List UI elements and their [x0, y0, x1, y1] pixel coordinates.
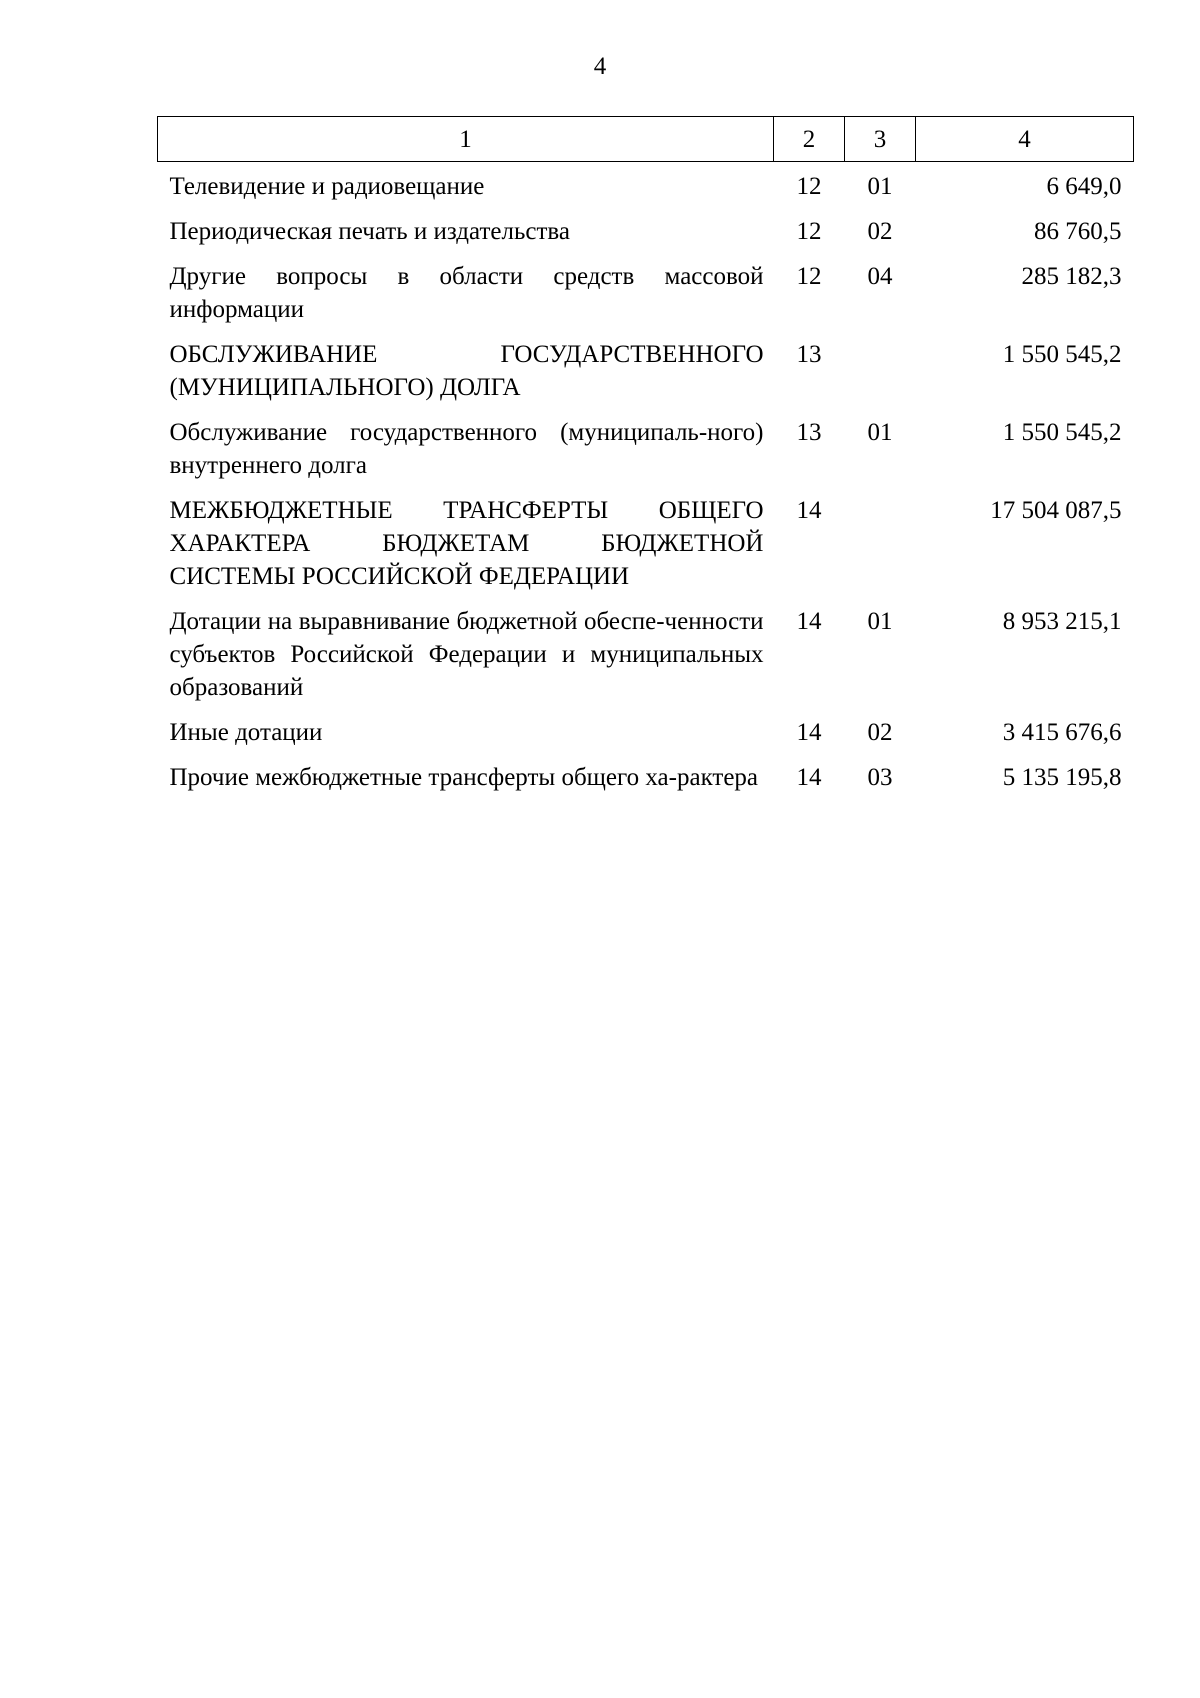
row-subsection-code: 04: [867, 263, 893, 290]
table-header-row: [158, 117, 1134, 162]
row-name: МЕЖБЮДЖЕТНЫЕ ТРАНСФЕРТЫ ОБЩЕГО ХАРАКТЕРА БЮДЖЕТАМ БЮДЖЕТНОЙ СИСТЕМЫ РОССИЙСКОЙ ФЕДЕРАЦИИ: [169, 497, 764, 590]
row-section-code: 13: [796, 419, 822, 446]
table-row: [158, 332, 1134, 410]
row-amount: 86 760,5: [1034, 218, 1122, 245]
row-subsection-code: 02: [867, 719, 893, 746]
table-header: [158, 117, 1134, 162]
header-col-1: 1: [158, 117, 774, 162]
row-section-code: 13: [796, 341, 822, 368]
row-amount: 17 504 087,5: [990, 497, 1122, 524]
row-name: Прочие межбюджетные трансферты общего ха-рактера: [169, 764, 759, 791]
table-row: [158, 710, 1134, 755]
row-name: Телевидение и радиовещание: [169, 173, 485, 200]
row-amount: 5 135 195,8: [1002, 764, 1122, 791]
row-subsection-code: [845, 332, 916, 410]
row-subsection-code: 01: [867, 173, 893, 200]
row-section-code: 14: [796, 608, 822, 635]
row-name: ОБСЛУЖИВАНИЕ ГОСУДАРСТВЕННОГО (МУНИЦИПАЛЬНОГО) ДОЛГА: [169, 341, 764, 401]
row-subsection-code: 03: [867, 764, 893, 791]
table-row: [158, 209, 1134, 254]
row-section-code: 12: [796, 218, 822, 245]
row-subsection-code: 02: [867, 218, 893, 245]
row-subsection-code: 01: [867, 419, 893, 446]
row-amount: 285 182,3: [1021, 263, 1122, 290]
table-row: [158, 488, 1134, 599]
table-row: [158, 162, 1134, 210]
row-section-code: 12: [796, 173, 822, 200]
row-section-code: 14: [796, 719, 822, 746]
row-subsection-code: [845, 488, 916, 599]
row-name: Периодическая печать и издательства: [169, 218, 570, 245]
table-row: [158, 254, 1134, 332]
header-col-4: 4: [916, 117, 1134, 162]
table-row: [158, 599, 1134, 710]
row-amount: 1 550 545,2: [1002, 419, 1122, 446]
row-name: Иные дотации: [169, 719, 323, 746]
row-name: Обслуживание государственного (муниципаль-ного) внутреннего долга: [169, 419, 764, 479]
row-section-code: 14: [796, 497, 822, 524]
row-amount: 6 649,0: [1046, 173, 1122, 200]
table-body: [158, 162, 1134, 801]
row-subsection-code: 01: [867, 608, 893, 635]
table-row: [158, 410, 1134, 488]
row-section-code: 14: [796, 764, 822, 791]
row-name: Дотации на выравнивание бюджетной обеспе-ченности субъектов Российской Федерации и муниципальных образований: [169, 608, 764, 701]
row-section-code: 12: [796, 263, 822, 290]
header-col-2: 2: [774, 117, 845, 162]
header-col-3: 3: [845, 117, 916, 162]
table-row: [158, 755, 1134, 800]
budget-table: [157, 116, 1134, 800]
page-number: 4: [593, 53, 607, 80]
row-amount: 8 953 215,1: [1002, 608, 1122, 635]
row-name: Другие вопросы в области средств массовой информации: [169, 263, 764, 323]
row-amount: 1 550 545,2: [1002, 341, 1122, 368]
row-amount: 3 415 676,6: [1002, 719, 1122, 746]
